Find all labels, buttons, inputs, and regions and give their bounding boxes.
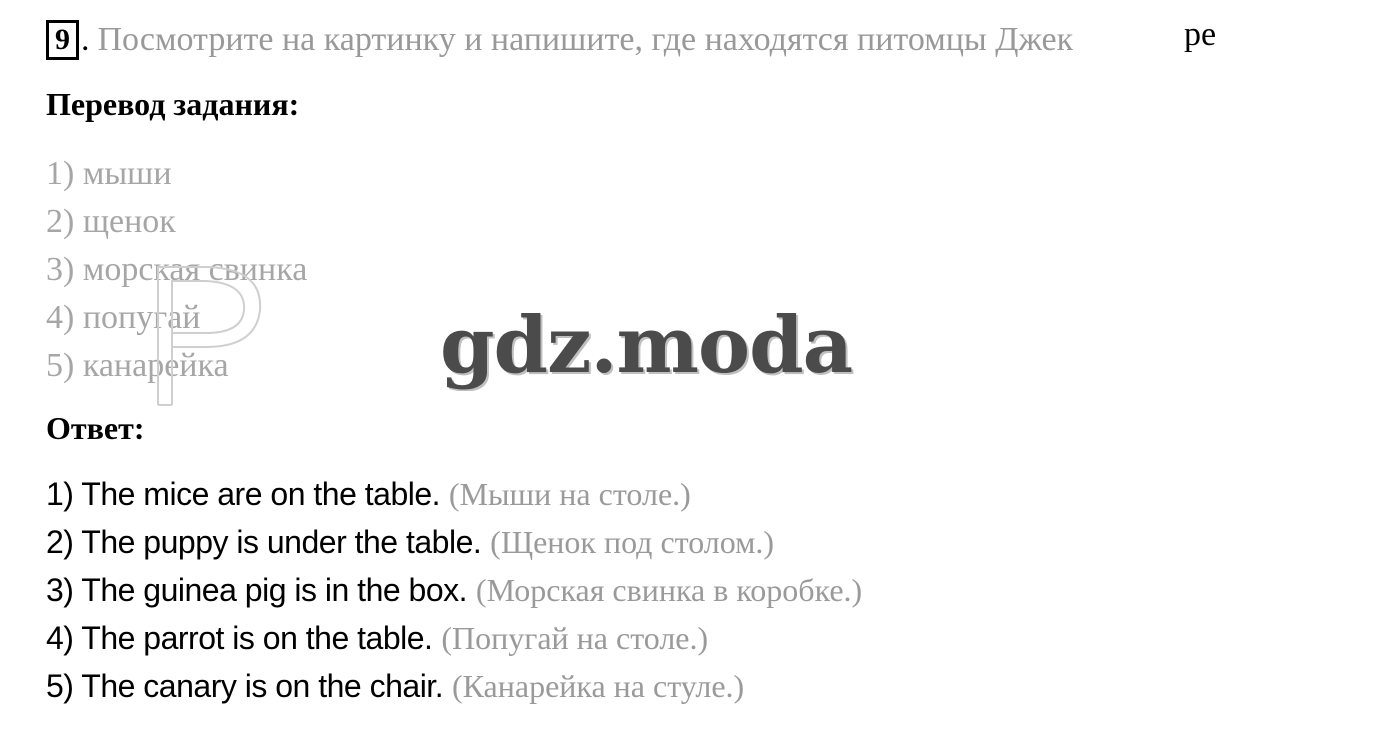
answer-english: 2) The puppy is under the table. [46,524,482,560]
answer-russian: (Мыши на столе.) [448,476,691,512]
translation-item: 5) канарейка [46,347,229,384]
task-number-dot: . [81,21,90,58]
answer-english: 5) The canary is on the chair. [46,668,444,704]
answer-russian: (Морская свинка в коробке.) [475,572,863,608]
answer-list [46,470,862,710]
translation-item: 4) попугай [46,299,201,336]
answer-english: 1) The mice are on the table. [46,476,441,512]
translation-item: 1) мыши [46,155,172,192]
answer-item [46,470,862,518]
answer-russian: (Щенок под столом.) [490,524,775,560]
answer-item [46,662,862,710]
task-line [46,18,1073,62]
task-instruction: Посмотрите на картинку и напишите, где находятся питомцы Джек [97,21,1074,58]
watermark-letter-logo [148,255,278,415]
answer-item [46,518,862,566]
answer-russian: (Канарейка на стуле.) [451,668,745,704]
translation-heading: Перевод задания: [46,86,300,122]
task-number: 9 [46,20,79,60]
answer-english: 4) The parrot is on the table. [46,620,433,656]
answer-english: 3) The guinea pig is in the box. [46,572,468,608]
translation-item: 3) морская свинка [46,251,308,288]
answer-item [46,566,862,614]
watermark-logo: gdz.moda [440,300,853,391]
task-overlay-text: pe [1180,16,1220,54]
answer-russian: (Попугай на столе.) [441,620,709,656]
answer-item [46,614,862,662]
answer-heading: Ответ: [46,410,145,446]
translation-item: 2) щенок [46,203,176,240]
